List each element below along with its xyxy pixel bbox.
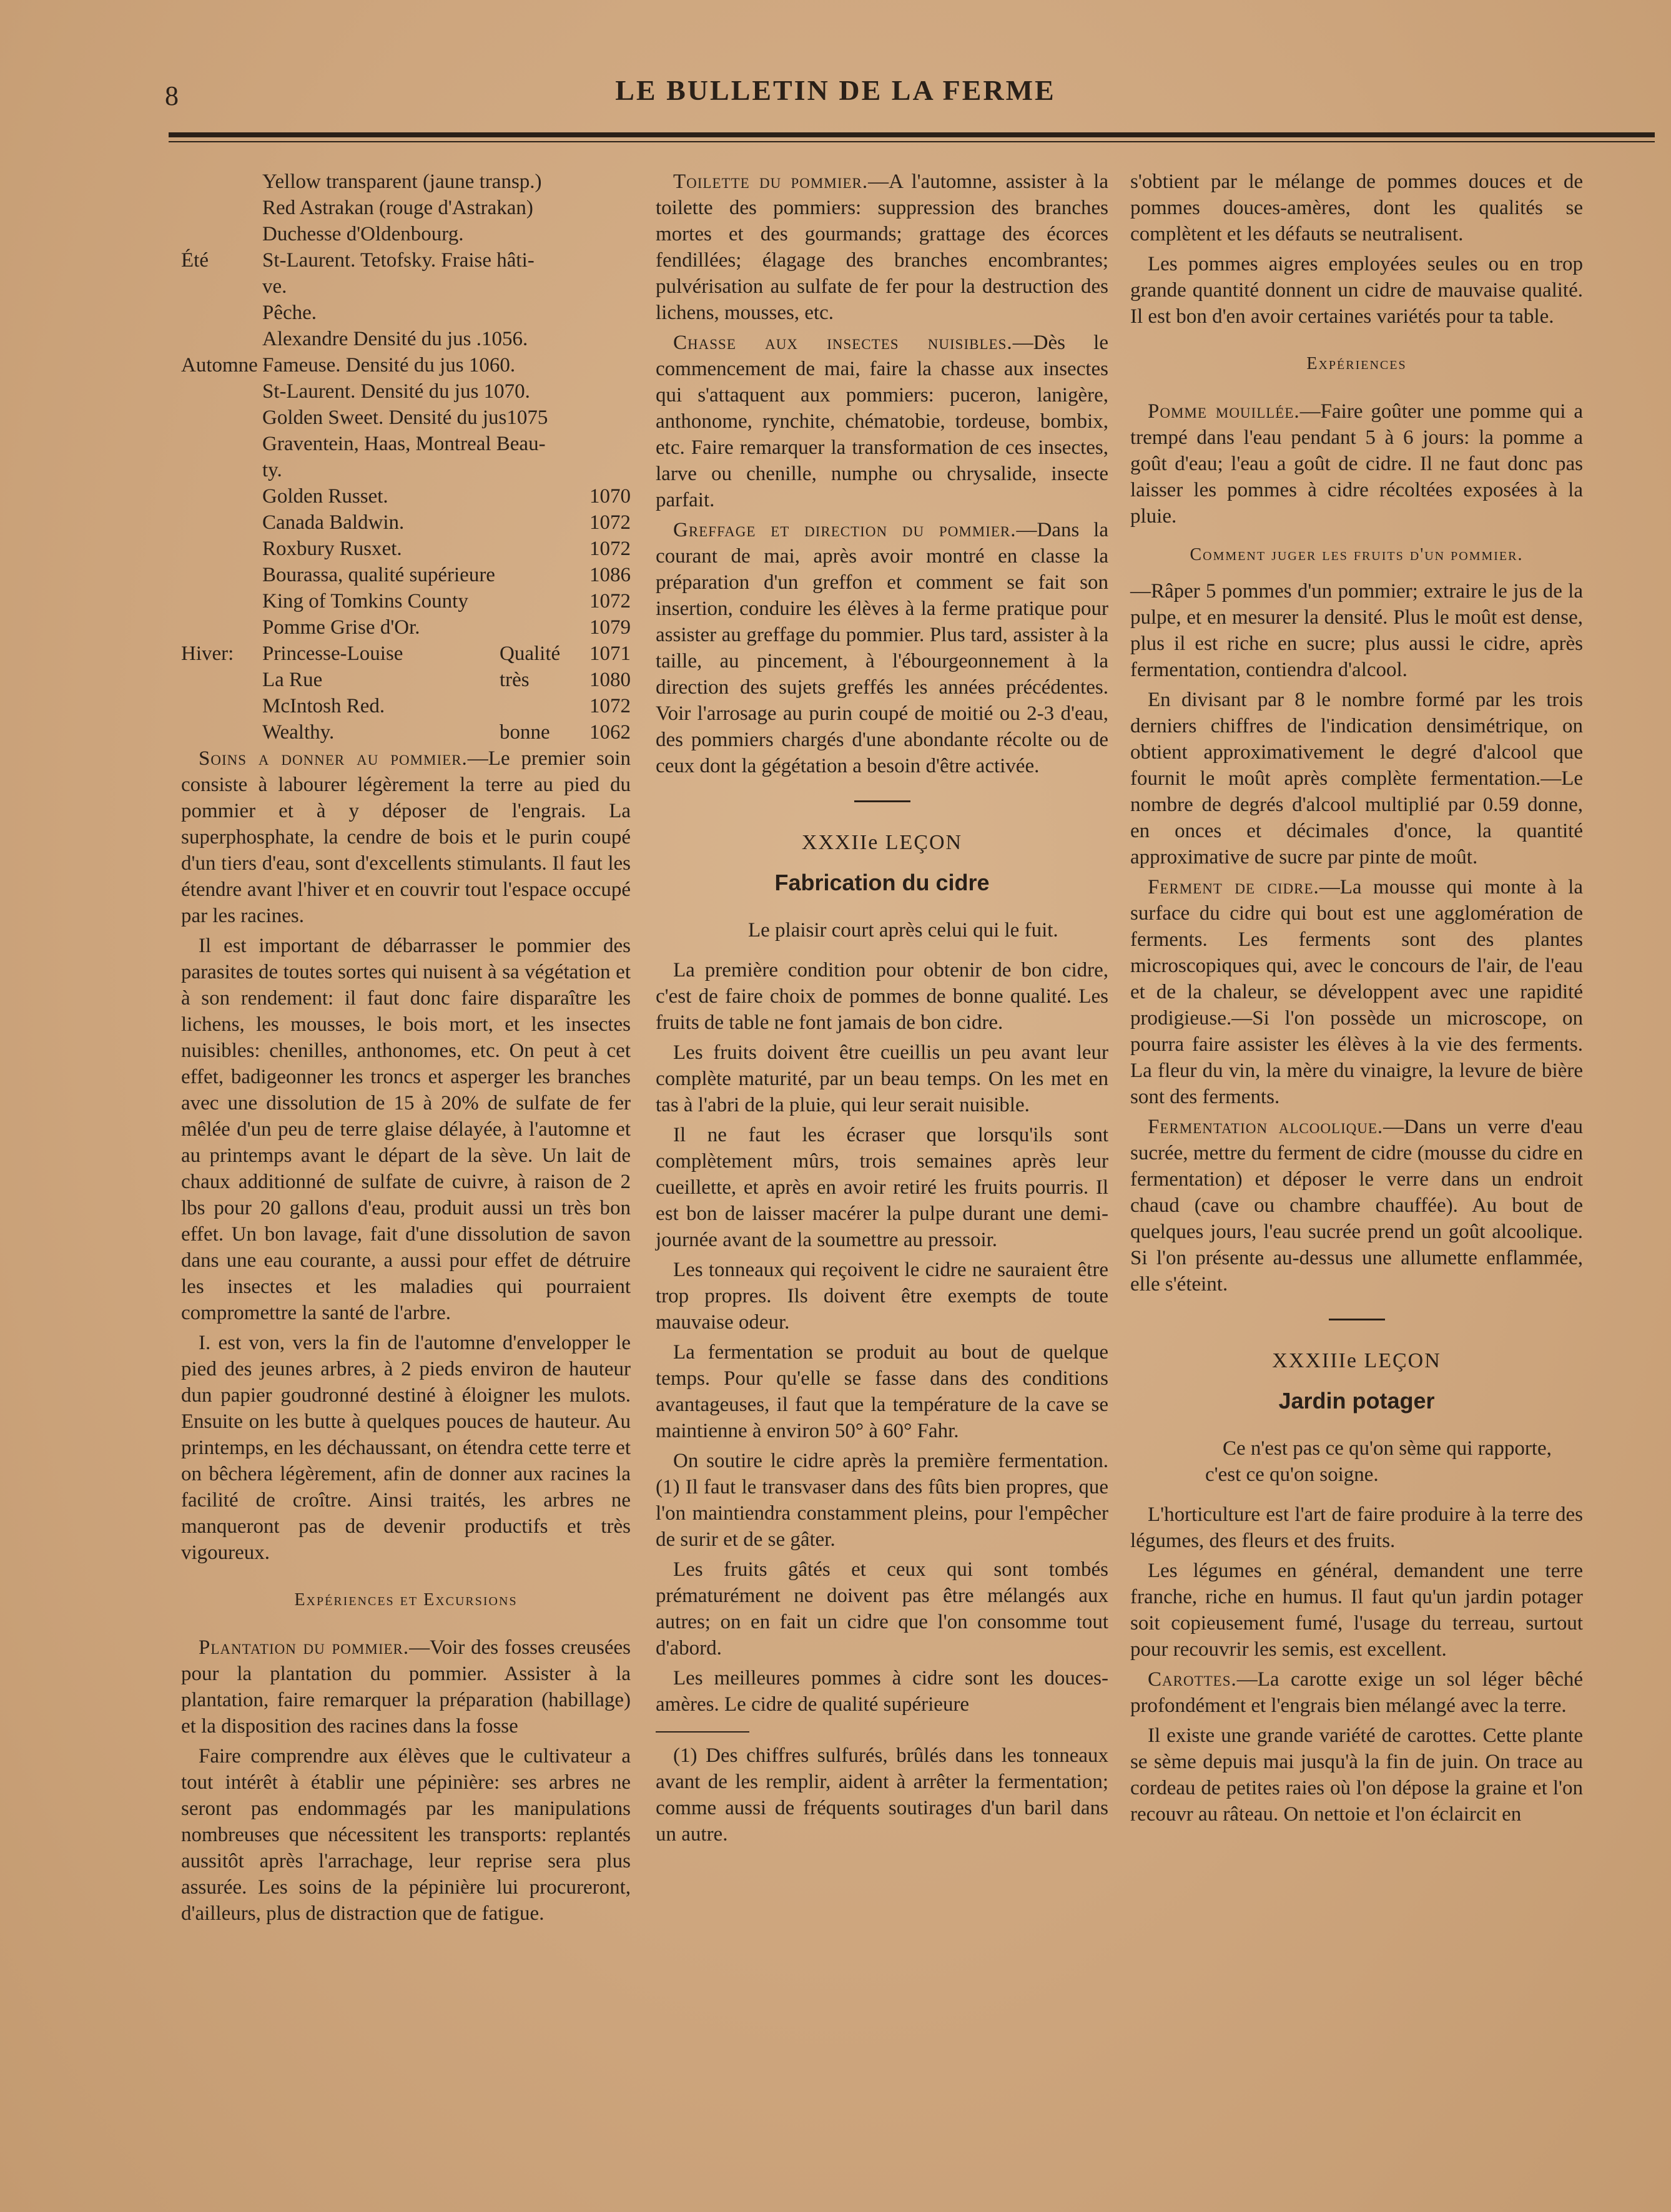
- fruit-name: St-Laurent. Tetofsky. Fraise hâti-: [262, 249, 535, 272]
- fruit-row: [181, 483, 631, 509]
- paragraph-chasse: [656, 330, 1108, 513]
- fruit-name: Golden Russet.: [262, 485, 388, 508]
- paragraph-soins: [181, 745, 631, 929]
- chasse-lead: Chasse aux insectes nuisibles.: [673, 332, 1013, 354]
- fruit-density: [581, 273, 631, 300]
- paragraph: L'horticulture est l'art de faire produire à la terre des légumes, des fleurs et des fruits.: [1130, 1503, 1583, 1552]
- paragraph: Les tonneaux qui reçoivent le cidre ne sauraient être trop propres. Ils doivent être exempts de toute mauvaise odeur.: [656, 1259, 1108, 1334]
- fruit-name: Red Astrakan (rouge d'Astrakan): [262, 197, 533, 219]
- fruit-density: 1086: [589, 564, 631, 586]
- fruit-row: [181, 431, 631, 457]
- fruit-season: [181, 457, 262, 483]
- paragraph: En divisant par 8 le nombre formé par les trois derniers chiffres de l'indication densimétrique, on obtient approximativement le degré d'alcool que fournit le moût après complète fermentation.—Le nombre de degrés d'alcool multiplié par 0.59 donne, en onces et décimales d'once, la quantité approximative de sucre par pinte de moût.: [1130, 689, 1583, 868]
- plantation-lead: Plantation du pommier.: [199, 1636, 410, 1659]
- fruit-density: [609, 326, 659, 352]
- fruit-season: [181, 536, 262, 562]
- paragraph: I. est von, vers la fin de l'automne d'envelopper le pied des jeunes arbres, à 2 pieds environ de hauteur dun papier goudronné destiné à éloigner les mulots. Ensuite on les butte à quelques pouces de hauteur. Au printemps, en les déchaussant, on étendra cette terre et on bêchera légèrement, afin de donner aux racines la facilité de croître. Ainsi traités, les arbres ne manqueront pas de devenir productifs et très vigoureux.: [181, 1332, 631, 1564]
- fruit-name: Roxbury Rusxet.: [262, 538, 402, 560]
- fruit-season: [181, 509, 262, 536]
- fruit-density: 1080: [589, 669, 631, 691]
- fruit-note: [500, 457, 581, 483]
- separator-rule: [854, 800, 910, 802]
- fruit-name: McIntosh Red.: [262, 695, 385, 717]
- fruit-density: [581, 457, 631, 483]
- fruit-density: [581, 221, 631, 247]
- paragraph: Les fruits gâtés et ceux qui sont tombés prématurément ne doivent pas être mélangés aux autres; on en fait un cidre que l'on consomme tout d'abord.: [656, 1558, 1108, 1659]
- column-3: [1130, 169, 1583, 1831]
- header-rule-thick: [169, 132, 1655, 137]
- fruit-density: 1071: [589, 642, 631, 665]
- fruit-season: Hiver:: [181, 642, 234, 665]
- lesson-number: XXXIIe LEÇON: [801, 831, 963, 854]
- fruit-name: Canada Baldwin.: [262, 511, 405, 534]
- paragraph-greffage: [656, 517, 1108, 779]
- fruit-note: [542, 169, 623, 195]
- fruit-season: [181, 169, 262, 195]
- paragraph: Les meilleures pommes à cidre sont les douces-amères. Le cidre de qualité supérieure: [656, 1667, 1108, 1716]
- masthead-title: LE BULLETIN DE LA FERME: [615, 74, 1056, 106]
- paragraph: Faire comprendre aux élèves que le cultivateur a tout intérêt à établir une pépinière: ses arbres ne seront pas endommagés par les manipulations nombreuses que nécessitent les transports: replantés aussitôt après l'arrachage, leur reprise sera plus assurée. Les soins de la pépinière lui procureront, d'ailleurs, plus de distraction que de fatigue.: [181, 1745, 631, 1925]
- paragraph: s'obtient par le mélange de pommes douces et de pommes douces-amères, dont les qualités se complètent et les défauts se neutralisent.: [1130, 170, 1583, 245]
- pomme-lead: Pomme mouillée.: [1148, 400, 1300, 423]
- fruit-note: [500, 614, 581, 641]
- fruit-row: [181, 300, 631, 326]
- page-number: 8: [165, 81, 179, 111]
- fruit-name: Yellow transparent (jaune transp.): [262, 170, 542, 193]
- lesson-title: Jardin potager: [1278, 1388, 1435, 1413]
- fruit-name: ve.: [262, 275, 287, 298]
- paragraph-toilette: [656, 169, 1108, 326]
- soins-lead: Soins a donner au pommier.: [199, 747, 468, 770]
- fruit-row: [181, 273, 631, 300]
- fruit-note: Qualité: [500, 642, 561, 665]
- pomme-text: —Faire goûter une pomme qui a trempé dans l'eau pendant 5 à 6 jours: la pomme a goût d'eau; l'eau a goût de cidre. Il ne faut donc pas laisser les pommes à cidre récoltées exposées à la pluie.: [1130, 400, 1583, 528]
- fruit-row: [181, 693, 631, 719]
- fermentation-text: —Dans un verre d'eau sucrée, mettre du ferment de cidre (mousse du cidre en fermentation) et déposer le verre dans un endroit chaud (cave ou chambre chauffée). Au bout de quelques jours, l'eau sucrée prend un goût alcoolique. Si l'on présente au-dessus une allumette enflammée, elle s'éteint.: [1130, 1116, 1583, 1295]
- fruit-row: [181, 247, 631, 273]
- fruit-note: [500, 588, 581, 614]
- epigraph: Le plaisir court après celui qui le fuit.: [748, 919, 1058, 941]
- fruit-season: [181, 562, 262, 588]
- section-heading-experiences: Expériences: [1306, 354, 1407, 373]
- fruit-row: [181, 562, 631, 588]
- paragraph-pomme-mouillee: [1130, 398, 1583, 529]
- fruit-note: bonne: [500, 721, 550, 744]
- fruit-note: [515, 352, 596, 378]
- greffage-lead: Greffage et direction du pommier.: [673, 519, 1017, 541]
- fruit-density: 1062: [589, 721, 631, 744]
- fruit-row: [181, 667, 631, 693]
- fruit-density: 1072: [589, 590, 631, 612]
- fruit-note: [528, 326, 609, 352]
- fruit-note: très: [500, 669, 530, 691]
- fruit-variety-list: [181, 169, 631, 745]
- paragraph-carottes: [1130, 1666, 1583, 1719]
- greffage-text: —Dans la courant de mai, après avoir montré en classe la préparation d'un greffon et comment se fait son insertion, conduire les élèves à la ferme pratique pour assister au greffage du pommier. Plus tard, assister à la taille, au pincement, à l'ébourgeonnement à la direction des sujets greffés les années précédentes. Voir l'arrosage au purin coupé de moitié ou 2-3 d'eau, des pommiers chargés d'une abondante récolte ou de ceux dont la gégétation a besoin d'être activée.: [656, 519, 1108, 777]
- paragraph-comment-juger: —Râper 5 pommes d'un pommier; extraire le jus de la pulpe, et en mesurer la densité. Plus le moût est dense, plus il est riche en sucre; plus aussi le cidre, après fermentation, contiendra d'alcool.: [1130, 580, 1583, 681]
- fruit-row: [181, 221, 631, 247]
- fruit-density: 1072: [589, 695, 631, 717]
- fruit-season: [181, 378, 262, 405]
- fruit-density: 1072: [589, 511, 631, 534]
- toilette-text: —A l'automne, assister à la toilette des pommiers: suppression des branches mortes et des gourmands; grattage des écorces fendillées; élagage des branches encombrantes; pulvérisation au sulfate de fer pour la destruction des lichens, mousses, etc.: [656, 170, 1108, 324]
- carottes-lead: Carottes.: [1148, 1668, 1237, 1691]
- paragraph: Les fruits doivent être cueillis un peu avant leur complète maturité, par un beau temps. On les met en tas à l'abri de la pluie, qui leur serait nuisible.: [656, 1041, 1108, 1116]
- fruit-note: [500, 483, 581, 509]
- fruit-season: [181, 693, 262, 719]
- fruit-name: Bourassa, qualité supérieure: [262, 564, 495, 586]
- fruit-season: [181, 195, 262, 221]
- paragraph: Il existe une grande variété de carottes. Cette plante se sème depuis mai jusqu'à la fin de juin. On trace au cordeau de petites raies où l'on dépose la graine et l'on recouvr au râteau. On nettoie et l'on éclaircit en: [1130, 1724, 1583, 1826]
- fruit-name: Wealthy.: [262, 721, 335, 744]
- fruit-density: [611, 378, 661, 405]
- fruit-season: [181, 221, 262, 247]
- fruit-row: [181, 719, 631, 745]
- lesson-number: XXXIIIe LEÇON: [1272, 1349, 1441, 1372]
- fruit-row: [181, 641, 631, 667]
- ferment-text: —La mousse qui monte à la surface du cidre qui bout est une agglomération de ferments. Les ferments sont des plantes microscopiques qui, avec le concours de l'air, de l'eau et de la chaleur, se développent avec une rapidité prodigieuse.—Si l'on possède un microscope, on pourra faire assister les élèves à la vie des ferments. La fleur du vin, la mère du vinaigre, la levure de bière sont des ferments.: [1130, 876, 1584, 1108]
- fruit-name: Fameuse. Densité du jus 1060.: [262, 354, 516, 376]
- fruit-density: [596, 352, 646, 378]
- fruit-note: [546, 431, 627, 457]
- fermentation-lead: Fermentation alcoolique.: [1148, 1116, 1384, 1138]
- fruit-row: [181, 169, 631, 195]
- fruit-density: 1072: [589, 538, 631, 560]
- paragraph-ferment: [1130, 874, 1583, 1110]
- fruit-name: ty.: [262, 459, 282, 481]
- fruit-note: [500, 562, 581, 588]
- fruit-density: 1079: [589, 616, 631, 639]
- footnote: (1) Des chiffres sulfurés, brûlés dans les tonneaux avant de les remplir, aident à arrêter la fermentation; comme aussi de fréquents soutirages d'un baril dans un autre.: [656, 1744, 1108, 1846]
- column-2: [656, 169, 1108, 1851]
- fruit-row: [181, 378, 631, 405]
- plantation-text: —Voir des fosses creusées pour la plantation du pommier. Assister à la plantation, faire remarquer la préparation (habillage) et la disposition des racines dans la fosse: [181, 1636, 631, 1738]
- fruit-name: La Rue: [262, 669, 323, 691]
- fruit-row: [181, 195, 631, 221]
- paragraph: On soutire le cidre après la première fermentation.(1) Il faut le transvaser dans des fûts bien propres, que l'on maintiendra constamment pleins, pour l'empêcher de surir et de se gâter.: [656, 1450, 1108, 1551]
- fruit-row: [181, 405, 631, 431]
- fruit-season: Été: [181, 249, 209, 272]
- fruit-season: Automne: [181, 354, 258, 376]
- toilette-lead: Toilette du pommier.: [673, 170, 869, 193]
- fruit-season: [181, 588, 262, 614]
- ferment-lead: Ferment de cidre.: [1148, 876, 1319, 898]
- footnote-rule: [656, 1731, 749, 1733]
- fruit-season: [181, 405, 262, 431]
- header-rule-thin: [169, 141, 1655, 142]
- fruit-name: St-Laurent. Densité du jus 1070.: [262, 380, 530, 403]
- fruit-season: [181, 719, 262, 745]
- fruit-season: [181, 273, 262, 300]
- soins-text: —Le premier soin consiste à labourer légèrement la terre au pied du pommier et à y déposer de l'engrais. La superphosphate, la cendre de bois et le purin coupé d'un tiers d'eau, sont d'excellents stimulants. Il faut les étendre avant l'hiver et en couvrir tout l'espace occupé par les racines.: [181, 747, 631, 927]
- fruit-name: Princesse-Louise: [262, 642, 403, 665]
- paragraph: Les légumes en général, demandent une terre franche, riche en humus. Il faut qu'un jardin potager soit copieusement fumé, l'usage du terreau, surtout pour recouvrir les semis, est excellent.: [1130, 1560, 1583, 1661]
- fruit-density: 1070: [589, 485, 631, 508]
- paragraph: La première condition pour obtenir de bon cidre, c'est de faire choix de pommes de bonne qualité. Les fruits de table ne font jamais de bon cidre.: [656, 959, 1108, 1034]
- paragraph-fermentation: [1130, 1114, 1583, 1297]
- fruit-note: [530, 378, 611, 405]
- chasse-text: —Dès le commencement de mai, faire la chasse aux insectes qui s'attaquent aux pommiers: puceron, lanigère, anthonome, rynchite, chématobie, tordeuse, bombix, etc. Faire remarquer la transformation de ces insectes, larve ou chenille, numphe ou chrysalide, insecte parfait.: [656, 332, 1108, 511]
- fruit-row: [181, 588, 631, 614]
- fruit-row: [181, 509, 631, 536]
- column-1: [181, 169, 631, 1930]
- separator-rule: [1329, 1319, 1385, 1320]
- fruit-row: [181, 326, 631, 352]
- fruit-note: [548, 405, 629, 431]
- lesson-title: Fabrication du cidre: [774, 870, 990, 895]
- fruit-name: King of Tomkins County: [262, 590, 468, 612]
- fruit-row: [181, 457, 631, 483]
- fruit-note: [500, 221, 581, 247]
- fruit-name: Duchesse d'Oldenbourg.: [262, 223, 464, 245]
- fruit-row: [181, 614, 631, 641]
- fruit-note: [500, 509, 581, 536]
- paragraph: La fermentation se produit au bout de quelque temps. Pour qu'elle se fasse dans des conditions avantageuses, il faut que la température de la cave se maintienne à environ 50° à 60° Fahr.: [656, 1341, 1108, 1442]
- fruit-name: Alexandre Densité du jus .1056.: [262, 328, 528, 350]
- paragraph: Les pommes aigres employées seules ou en trop grande quantité donnent un cidre de mauvaise qualité. Il est bon d'en avoir certaines variétés pour ta table.: [1130, 253, 1583, 328]
- fruit-name: Graventein, Haas, Montreal Beau-: [262, 433, 546, 455]
- fruit-name: Golden Sweet. Densité du jus1075: [262, 406, 548, 429]
- epigraph: Ce n'est pas ce qu'on sème qui rapporte, c'est ce qu'on soigne.: [1205, 1437, 1552, 1486]
- fruit-note: [500, 273, 581, 300]
- fruit-season: [181, 300, 262, 326]
- fruit-season: [181, 667, 262, 693]
- fruit-name: Pêche.: [262, 302, 317, 324]
- fruit-row: [181, 536, 631, 562]
- fruit-season: [181, 326, 262, 352]
- fruit-name: Pomme Grise d'Or.: [262, 616, 420, 639]
- carottes-text: —La carotte exige un sol léger bêché profondément et l'engrais bien mélangé avec la terre.: [1130, 1668, 1583, 1717]
- section-heading-comment-juger: Comment juger les fruits d'un pommier.: [1190, 545, 1524, 564]
- paragraph: Il ne faut les écraser que lorsqu'ils sont complètement mûrs, trois semaines après leur cueillette, et après en avoir retiré les fruits pourris. Il est bon de laisser macérer la pulpe durant une demi-journée avant de la soumettre au pressoir.: [656, 1124, 1108, 1251]
- fruit-note: [500, 536, 581, 562]
- fruit-season: [181, 483, 262, 509]
- fruit-season: [181, 431, 262, 457]
- fruit-note: [500, 693, 581, 719]
- section-heading-experiences-excursions: Expériences et Excursions: [294, 1590, 518, 1610]
- fruit-density: [581, 300, 631, 326]
- fruit-season: [181, 614, 262, 641]
- paragraph-plantation: [181, 1634, 631, 1739]
- paragraph: Il est important de débarrasser le pommier des parasites de toutes sortes qui nuisent à sa végétation et à son rendement: il faut donc faire disparaître les lichens, les mousses, le bois mort, et les insectes nuisibles: chenilles, anthonomes, etc. On peut à cet effet, badigeonner les troncs et asperger les branches avec une dissolution de 15 à 20% de sulfate de fer mêlée d'un peu de terre glaise délayée, à l'automne et au printemps avant le départ de la sève. Un lait de chaux additionné de sulfate de cuivre, à raison de 2 lbs pour 20 gallons d'eau, produit aussi un très bon effet. Un bon lavage, fait d'une dissolution de savon dans une eau courante, a aussi pour effet de détruire les insectes et les maladies qui pourraient compromettre la santé de l'arbre.: [181, 935, 631, 1324]
- fruit-note: [533, 195, 614, 221]
- fruit-note: [500, 300, 581, 326]
- fruit-row: [181, 352, 631, 378]
- fruit-note: [535, 247, 616, 273]
